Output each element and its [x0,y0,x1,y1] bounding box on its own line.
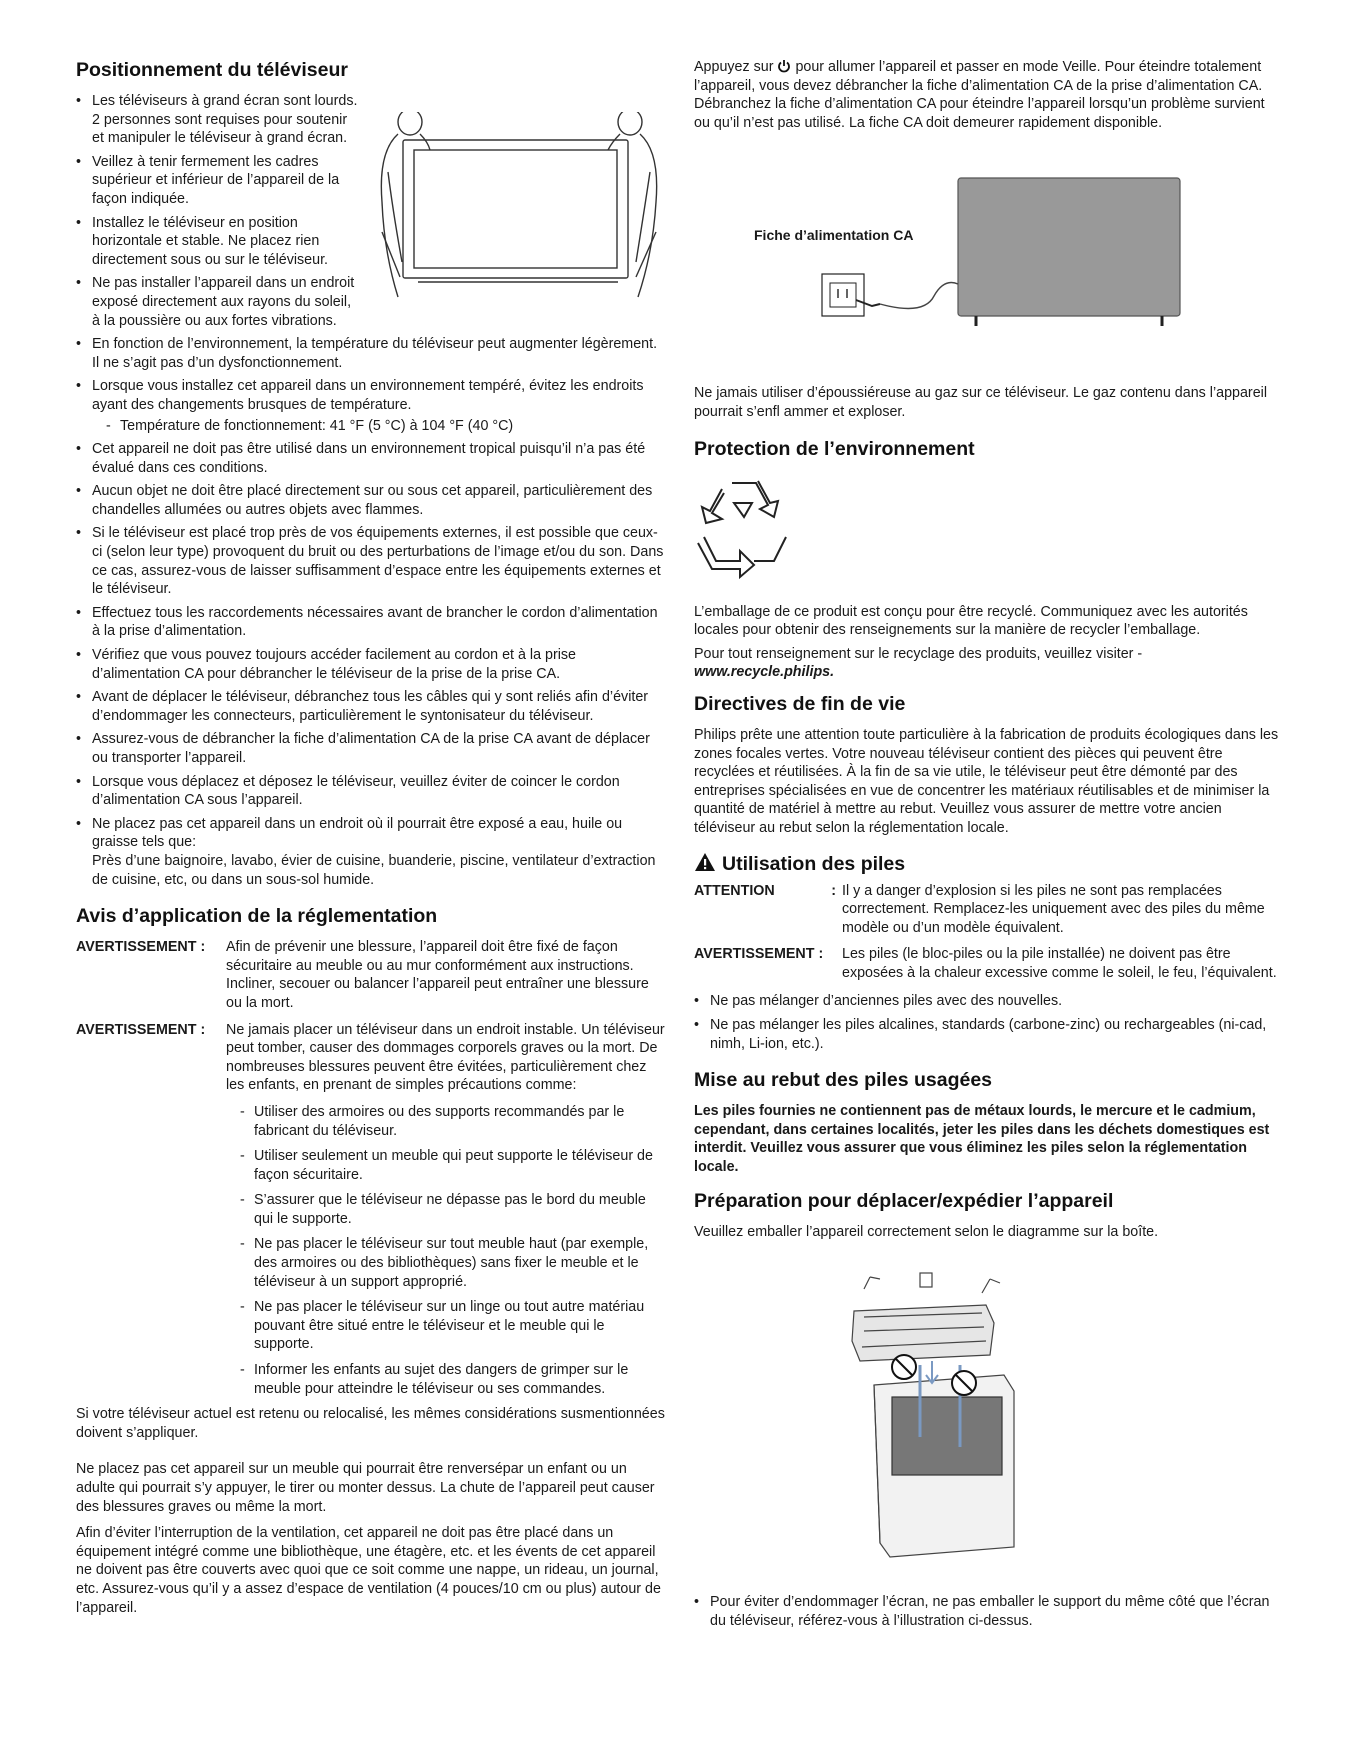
paragraph: Philips prête une attention toute particulière à la fabrication de produits écologiques dans les zones focales vertes. Votre nouveau téléviseur contient des pièces qui peuvent être recyclées et réutilisées. À la fin de sa vie utile, le téléviseur peut être démonté par des entreprises spécialisées en vue de concentrer les matériaux réutilisables et de minimiser la quantité de matériel à mettre au rebut. Veuillez vous assurer de mettre votre ancien téléviseur au rebut selon la réglementation locale. [694,726,1279,836]
precaution-item: - Ne pas placer le téléviseur sur un linge ou tout autre matériau pouvant être situé entre le téléviseur et le meuble qui le supporte. [226,1298,668,1354]
ac-plug-illustration [694,146,1282,376]
caution-block [694,882,1282,938]
tv-back-shape [958,178,1180,316]
warning-triangle-icon [694,852,716,872]
recycle-link[interactable]: www.recycle.philips. [694,664,835,681]
disposal-paragraph: Les piles fournies ne contiennent pas de métaux lourds, le mercure et le cadmium, cependant, dans certaines localités, jeter les piles dans les déchets domestiques est interdit. Veuillez vous assurer que vous éliminez les piles selon la réglementation locale. [694,1103,1270,1176]
shipping-list [694,1593,1282,1630]
paragraph: Veuillez emballer l’appareil correctement selon le diagramme sur la boîte. [694,1223,1159,1240]
list-item-text: Lorsque vous installez cet appareil dans un environnement tempéré, évitez les endroits ayant des changements brusques de température. [92,378,644,413]
list-item [76,377,668,435]
caution-colon: : [831,882,836,899]
paragraph: Si votre téléviseur actuel est retenu ou relocalisé, les mêmes considérations susmentionnées doivent s’appliquer. [76,1406,665,1441]
list-item: • Vérifiez que vous pouvez toujours accéder facilement au cordon et à la prise d’alimentation CA pour débrancher le téléviseur de la prise de la prise CA. [76,646,668,683]
warning-label: AVERTISSEMENT : [76,939,206,956]
paragraph: Afin d’éviter l’interruption de la ventilation, cet appareil ne doit pas être placé dans un équipement intégré comme une bibliothèque, une étagère, etc. et les évents de cet appareil ne doivent pas être couverts avec quoi que ce soit comme une nappe, un rideau, un journal, etc. Assurez-vous qu’il y a assez d’espace de ventilation (4 pouces/10 cm ou plus) autour de l’appareil. [76,1525,661,1616]
warning-text: Afin de prévenir une blessure, l’appareil doit être fixé de façon sécuritaire au meuble ou au mur conformément aux instructions. Incliner, secouer ou balancer l’appareil peut entraîner une blessure ou la mort. [226,939,649,1011]
list-item: • Aucun objet ne doit être placé directement sur ou sous cet appareil, particulièrement des chandelles allumées ou autres objets avec flammes. [76,482,668,519]
section-title-positioning: Positionnement du téléviseur [76,59,348,81]
list-item: • Installez le téléviseur en position horizontale et stable. Ne placez rien directement sous ou sur le téléviseur. [76,214,668,270]
gas-warning-paragraph: Ne jamais utiliser d’époussiéreuse au gaz sur ce téléviseur. Le gaz contenu dans l’appareil pourrait s’enfl ammer et exploser. [694,385,1267,420]
ac-plug-label: Fiche d’alimentation CA [754,227,914,244]
tv-and-plug-svg [694,146,1282,376]
paragraph: L’emballage de ce produit est conçu pour être recyclé. Communiquez avec les autorités locales pour obtenir des renseignements sur la manière de recycler l’emballage. [694,603,1248,639]
section-title-text: Utilisation des piles [722,852,906,875]
list-item: • Ne pas mélanger les piles alcalines, standards (carbone-zinc) ou rechargeables (ni-cad, nimh, Li-ion, etc.). [694,1016,1282,1053]
list-item: • Veillez à tenir fermement les cadres supérieur et inférieur de l’appareil de la façon indiquée. [76,153,668,209]
precautions-list [226,1103,668,1398]
list-item: • Ne pas installer l’appareil dans un endroit exposé directement aux rayons du soleil, à la poussière ou aux fortes vibrations. [76,274,668,330]
list-item [76,815,668,889]
caution-label [694,882,842,938]
warning-block [76,938,668,1012]
power-paragraph [694,58,1282,95]
warning-text: Ne jamais placer un téléviseur dans un endroit instable. Un téléviseur peut tomber, causer des dommages corporels graves ou la mort. De nombreuses blessures peuvent être évitées, particulièrement chez les enfants, en prenant de simples précautions comme: [226,1021,665,1094]
power-text-after: pour allumer l’appareil et passer en mode Veille. Pour éteindre totalement l’appareil, vous devez débrancher la fiche d’alimentation CA de la prise d’alimentation CA. [694,59,1263,94]
warning-text: Les piles (le bloc-piles ou la pile installée) ne doivent pas être exposées à la chaleur excessive comme le soleil, le feu, l’équivalent. [842,946,1277,981]
caution-label-text: ATTENTION [694,882,775,899]
precaution-item: - Utiliser des armoires ou des supports recommandés par le fabricant du téléviseur. [226,1103,668,1140]
precaution-item: - S’assurer que le téléviseur ne dépasse pas le bord du meuble qui le supporte. [226,1191,668,1228]
operating-temperature: - Température de fonctionnement: 41 °F (5 °C) à 104 °F (40 °C) [92,417,668,436]
caution-text: Il y a danger d’explosion si les piles ne sont pas remplacées correctement. Remplacez-les uniquement avec des piles du même modèle ou d’un modèle équivalent. [842,882,1265,936]
list-item: • Cet appareil ne doit pas être utilisé dans un environnement tropical puisqu’il n’a pas été évalué dans ces conditions. [76,440,668,477]
right-column [694,58,1282,1635]
section-title-battery-disposal: Mise au rebut des piles usagées [694,1069,993,1092]
list-item: • Pour éviter d’endommager l’écran, ne pas emballer le support du même côté que l’écran du téléviseur, référez-vous à l’illustration ci-dessus. [694,1593,1282,1630]
precaution-item: - Utiliser seulement un meuble qui peut supporte le téléviseur de façon sécuritaire. [226,1147,668,1184]
warning-block [694,945,1282,982]
list-item: • Ne pas mélanger d’anciennes piles avec des nouvelles. [694,992,1282,1011]
section-title-environment: Protection de l’environnement [694,437,975,460]
list-item: • Les téléviseurs à grand écran sont lourds. 2 personnes sont requises pour soutenir et manipuler le téléviseur à grand écran. [76,92,668,148]
precaution-item: - Ne pas placer le téléviseur sur tout meuble haut (par exemple, des armoires ou des bibliothèques) sans fixer le meuble et le téléviseur à un support approprié. [226,1235,668,1291]
list-item: • Lorsque vous déplacez et déposez le téléviseur, veuillez éviter de coincer le cordon d’alimentation CA sous l’appareil. [76,773,668,810]
power-icon [777,59,791,73]
list-item: • Si le téléviseur est placé trop près de vos équipements externes, il est possible que ceux-ci (selon leur type) provoquent du bruit ou des perturbations de l’image et/ou du son. Dans ce cas, assurez-vous de laisser suffisamment d’espace entre les équipements externes et le téléviseur. [76,524,668,598]
power-text-before: Appuyez sur [694,59,774,75]
warning-label: AVERTISSEMENT : [694,946,824,963]
precaution-item: - Informer les enfants au sujet des dangers de grimper sur le meuble pour atteindre le téléviseur ou ses commandes. [226,1361,668,1398]
paragraph: Débranchez la fiche d’alimentation CA pour éteindre l’appareil lorsqu’un problème survient ou qu’il n’est pas utilisé. La fiche CA doit demeurer rapidement disponible. [694,96,1265,131]
section-title-shipping: Préparation pour déplacer/expédier l’appareil [694,1189,1114,1212]
list-item-text: Ne placez pas cet appareil dans un endroit où il pourrait être exposé a eau, huile ou graisse tels que: [92,815,623,851]
wall-outlet-shape [822,274,864,316]
battery-list [694,992,1282,1053]
paragraph: Ne placez pas cet appareil sur un meuble qui pourrait être renversépar un enfant ou un adulte qui pourrait s’y appuyer, le tirer ou monter dessus. La chute de l’appareil peut causer des blessures graves ou même la mort. [76,1461,655,1515]
section-title-end-of-life: Directives de fin de vie [694,692,906,715]
list-item: • En fonction de l’environnement, la température du téléviseur peut augmenter légèrement. Il ne s’agit pas d’un dysfonctionnement. [76,335,668,372]
warning-block [76,1021,668,1095]
packing-diagram [694,1257,1282,1577]
section-title-regulation: Avis d’application de la réglementation [76,905,438,928]
list-item: • Effectuez tous les raccordements nécessaires avant de brancher le cordon d’alimentation à la prise d’alimentation. [76,604,668,641]
list-item: • Avant de déplacer le téléviseur, débranchez tous les câbles qui y sont reliés afin d’éviter d’endommager les connecteurs, particulièrement le syntonisateur du téléviseur. [76,688,668,725]
section-title-batteries [694,852,1282,876]
recycle-icon [694,473,1282,591]
warning-label: AVERTISSEMENT : [76,1021,206,1038]
list-item: • Assurez-vous de débrancher la fiche d’alimentation CA de la prise CA avant de déplacer ou transporter l’appareil. [76,730,668,767]
left-column [76,58,668,1622]
paragraph [694,645,1282,682]
recycle-visit-text: Pour tout renseignement sur le recyclage des produits, veuillez visiter - [694,645,1143,662]
list-item-extra: Près d’une baignoire, lavabo, évier de cuisine, buanderie, piscine, ventilateur d’extraction de cuisine, etc, ou dans un sous-sol humide. [92,852,656,888]
